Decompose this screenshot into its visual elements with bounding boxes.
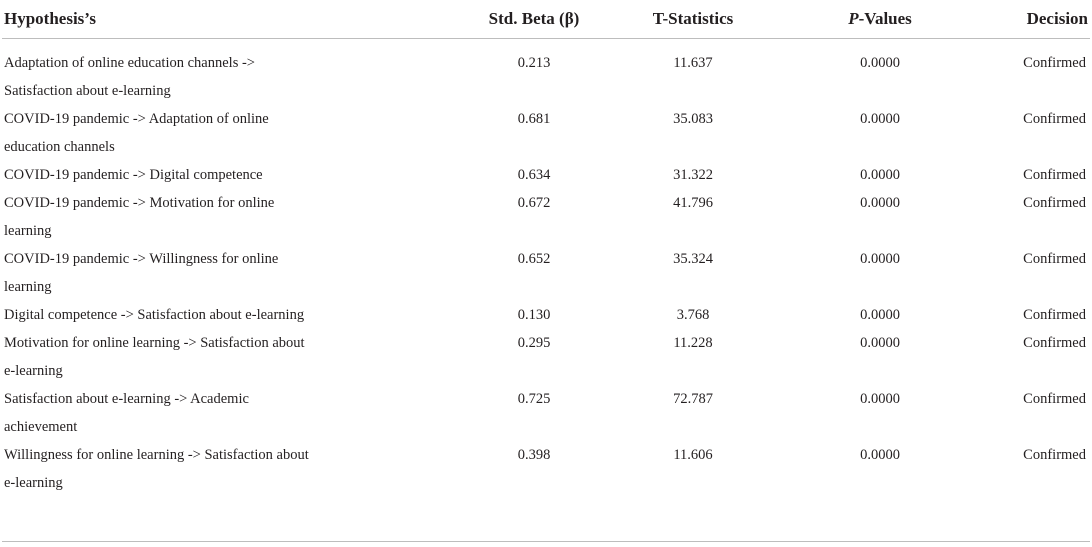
table-body: [2, 39, 1090, 498]
t-statistic-cell: 35.324: [673, 251, 713, 267]
decision-cell: Confirmed: [1023, 307, 1086, 323]
p-value-cell: 0.0000: [860, 447, 900, 463]
hypothesis-cell: Adaptation of online education channels -> Satisfaction about e-learning: [4, 55, 255, 99]
table-row: [2, 385, 1090, 441]
decision-cell: Confirmed: [1023, 167, 1086, 183]
t-statistic-cell: 3.768: [676, 307, 710, 323]
decision-cell: Confirmed: [1023, 55, 1086, 71]
table-header: [2, 0, 1090, 39]
table-row: [2, 441, 1090, 497]
beta-cell: 0.725: [517, 391, 551, 407]
beta-cell: 0.634: [517, 167, 551, 183]
table-row: [2, 301, 1090, 329]
p-value-cell: 0.0000: [860, 167, 900, 183]
beta-cell: 0.398: [517, 447, 551, 463]
beta-cell: 0.652: [517, 251, 551, 267]
p-value-cell: 0.0000: [860, 195, 900, 211]
header-std-beta: Std. Beta (β): [372, 0, 586, 39]
t-statistic-cell: 11.228: [673, 335, 713, 351]
p-value-cell: 0.0000: [860, 55, 900, 71]
t-statistic-cell: 72.787: [673, 391, 713, 407]
hypothesis-cell: Satisfaction about e-learning -> Academic achievement: [4, 391, 249, 435]
hypothesis-cell: COVID-19 pandemic -> Willingness for online learning: [4, 251, 279, 295]
beta-cell: 0.130: [517, 307, 551, 323]
table-row: [2, 189, 1090, 245]
beta-cell: 0.295: [517, 335, 551, 351]
p-value-cell: 0.0000: [860, 335, 900, 351]
hypothesis-results-table: [2, 0, 1090, 497]
hypothesis-cell: Motivation for online learning -> Satisfaction about e-learning: [4, 335, 305, 379]
p-value-cell: 0.0000: [860, 111, 900, 127]
hypothesis-results-table-container: [2, 0, 1090, 497]
header-p-suffix: -Values: [858, 9, 912, 28]
decision-cell: Confirmed: [1023, 391, 1086, 407]
header-decision: Decision: [970, 0, 1090, 39]
table-bottom-rule: [2, 541, 1090, 542]
decision-cell: Confirmed: [1023, 447, 1086, 463]
decision-cell: Confirmed: [1023, 111, 1086, 127]
hypothesis-cell: COVID-19 pandemic -> Adaptation of online education channels: [4, 111, 269, 155]
hypothesis-cell: Digital competence -> Satisfaction about e-learning: [4, 307, 305, 323]
beta-cell: 0.681: [517, 111, 551, 127]
table-row: [2, 39, 1090, 106]
decision-cell: Confirmed: [1023, 335, 1086, 351]
decision-cell: Confirmed: [1023, 251, 1086, 267]
t-statistic-cell: 41.796: [673, 195, 713, 211]
header-p-letter: P: [848, 9, 859, 28]
beta-cell: 0.672: [517, 195, 551, 211]
hypothesis-cell: COVID-19 pandemic -> Motivation for online learning: [4, 195, 275, 239]
p-value-cell: 0.0000: [860, 391, 900, 407]
t-statistic-cell: 31.322: [673, 167, 713, 183]
table-row: [2, 105, 1090, 161]
t-statistic-cell: 11.637: [673, 55, 713, 71]
header-hypothesis: Hypothesis’s: [2, 0, 372, 39]
p-value-cell: 0.0000: [860, 251, 900, 267]
hypothesis-cell: COVID-19 pandemic -> Digital competence: [4, 167, 263, 183]
beta-cell: 0.213: [517, 55, 551, 71]
header-row: [2, 0, 1090, 39]
table-row: [2, 245, 1090, 301]
table-row: [2, 329, 1090, 385]
table-row: [2, 161, 1090, 189]
hypothesis-cell: Willingness for online learning -> Satisfaction about e-learning: [4, 447, 309, 491]
header-t-statistics: T-Statistics: [586, 0, 770, 39]
t-statistic-cell: 35.083: [673, 111, 713, 127]
p-value-cell: 0.0000: [860, 307, 900, 323]
decision-cell: Confirmed: [1023, 195, 1086, 211]
header-p-values: [770, 0, 970, 39]
t-statistic-cell: 11.606: [673, 447, 713, 463]
